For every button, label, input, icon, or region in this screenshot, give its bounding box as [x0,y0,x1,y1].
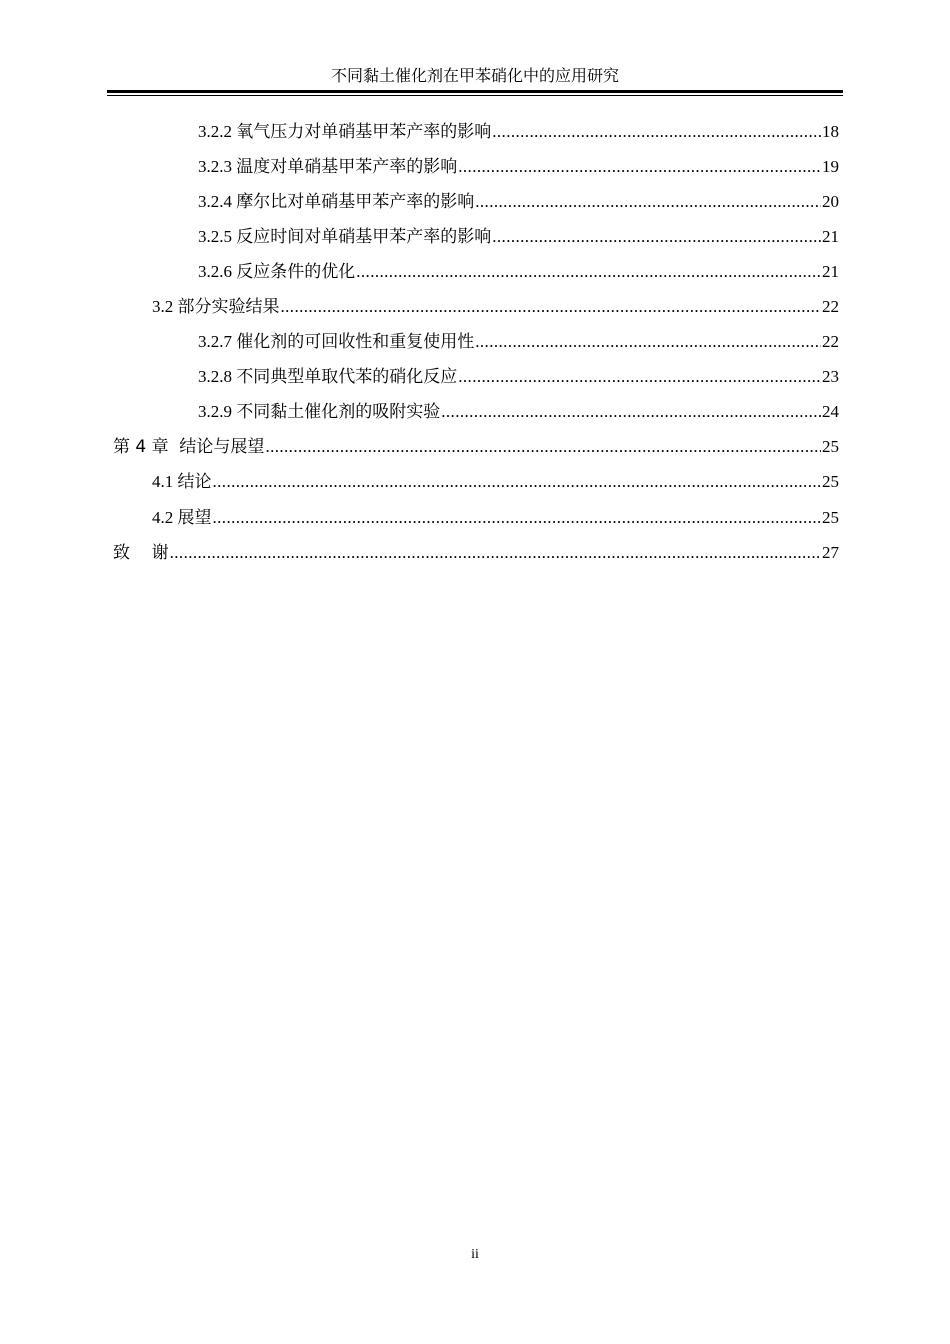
toc-leader-dots [475,332,821,352]
toc-entry-label: 第 4 章 结论与展望 [113,437,265,458]
running-header: 不同黏土催化剂在甲苯硝化中的应用研究 [330,68,619,85]
toc-entry-label: 3.2.3 温度对单硝基甲苯产率的影响 [198,156,458,176]
toc-leader-dots [492,227,821,247]
toc-entry-page: 20 [822,191,839,211]
toc-entry-label: 4.1 结论 [152,472,212,492]
toc-entry[interactable] [113,254,839,289]
toc-entry-page: 24 [822,402,839,422]
page-number: ii [471,1247,479,1262]
toc-leader-dots [458,367,821,387]
toc-entry-label: 3.2.4 摩尔比对单硝基甲苯产率的影响 [198,191,475,211]
toc-entry[interactable] [113,149,839,184]
toc-entry-label: 3.2.6 反应条件的优化 [198,261,356,281]
toc-leader-dots [492,122,821,142]
toc-entry-page: 25 [822,437,839,457]
toc-entry[interactable] [113,500,839,535]
toc-entry-label: 3.2.2 氧气压力对单硝基甲苯产率的影响 [198,121,492,141]
toc-entry[interactable] [113,184,839,219]
toc-entry-label: 3.2 部分实验结果 [152,297,280,317]
toc-entry[interactable] [113,114,839,149]
toc-leader-dots [170,543,821,563]
toc-entry[interactable] [113,325,839,360]
toc-entry-page: 21 [822,261,839,281]
toc-chapter-entry[interactable] [113,430,839,465]
toc-entry-page: 18 [822,121,839,141]
toc-entry-label: 致 谢 [113,542,169,563]
toc-entry-page: 23 [822,367,839,387]
toc-leader-dots [281,297,822,317]
toc-entry[interactable] [113,360,839,395]
toc-entry-label: 3.2.8 不同典型单取代苯的硝化反应 [198,367,458,387]
toc-entry-label: 3.2.9 不同黏土催化剂的吸附实验 [198,402,441,422]
toc-entry-page: 21 [822,226,839,246]
toc-leader-dots [265,437,821,457]
toc-leader-dots [213,508,822,528]
toc-entry-label: 3.2.7 催化剂的可回收性和重复使用性 [198,332,475,352]
toc-entry[interactable] [113,289,839,324]
toc-leader-dots [441,402,821,422]
toc-entry[interactable] [113,219,839,254]
toc-entry[interactable] [113,465,839,500]
header-rule-thick [107,90,843,93]
toc-entry-label: 3.2.5 反应时间对单硝基甲苯产率的影响 [198,226,492,246]
toc-entry-page: 22 [822,297,839,317]
header-rule-thin [107,95,843,96]
toc-entry-label: 4.2 展望 [152,507,212,527]
toc-chapter-entry[interactable] [113,535,839,570]
toc-leader-dots [213,472,822,492]
toc-leader-dots [475,192,821,212]
toc-entry-page: 25 [822,472,839,492]
toc-entry-page: 19 [822,156,839,176]
toc-entry-page: 25 [822,507,839,527]
toc-leader-dots [356,262,821,282]
table-of-contents [113,114,839,570]
toc-entry-page: 22 [822,332,839,352]
toc-leader-dots [458,157,821,177]
toc-entry[interactable] [113,395,839,430]
toc-entry-page: 27 [822,542,839,562]
